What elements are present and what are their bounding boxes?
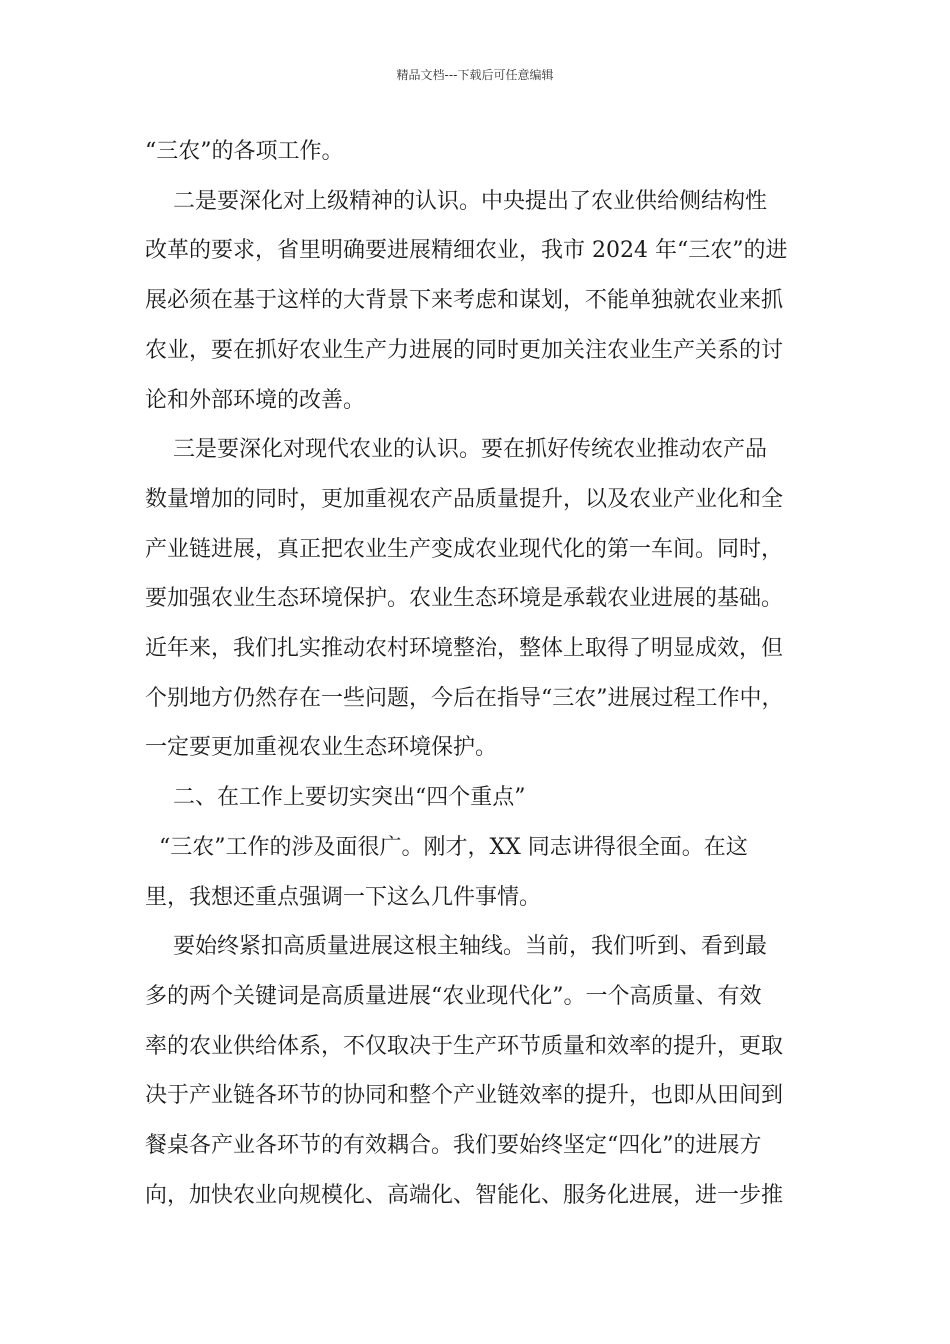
text-line: 一定要更加重视农业生态环境保护。	[145, 735, 498, 760]
text-line: 要始终紧扣高质量进展这根主轴线。当前，我们听到、看到最	[145, 934, 767, 959]
text-line: 率的农业供给体系，不仅取决于生产环节质量和效率的提升，更取	[145, 1034, 784, 1059]
text-line: 个别地方仍然存在一些问题，今后在指导“三农”进展过程工作中，	[145, 686, 784, 711]
text-line: 论和外部环境的改善。	[145, 388, 366, 413]
text-line: 近年来，我们扎实推动农村环境整治，整体上取得了明显成效，但	[145, 636, 784, 661]
text-line: 向，加快农业向规模化、高端化、智能化、服务化进展，进一步推	[145, 1183, 784, 1208]
text-line: “三农”工作的涉及面很广。刚才，XX 同志讲得很全面。在这	[145, 835, 748, 860]
text-line: 展必须在基于这样的大背景下来考虑和谋划，不能单独就农业来抓	[145, 288, 784, 313]
text-line: 产业链进展，真正把农业生产变成农业现代化的第一车间。同时，	[145, 537, 784, 562]
text-line: 里，我想还重点强调一下这么几件事情。	[145, 885, 542, 910]
text-line: 要加强农业生态环境保护。农业生态环境是承载农业进展的基础。	[145, 586, 784, 611]
text-line: 三是要深化对现代农业的认识。要在抓好传统农业推动农产品	[145, 437, 767, 462]
text-line: 餐桌各产业各环节的有效耦合。我们要始终坚定“四化”的进展方	[145, 1133, 762, 1158]
text-line: “三农”的各项工作。	[145, 139, 344, 164]
text-line: 农业，要在抓好农业生产力进展的同时更加关注农业生产关系的讨	[145, 338, 784, 363]
page-header: 精品文档---下载后可任意编辑	[396, 68, 554, 82]
text-line: 多的两个关键词是高质量进展“农业现代化”。一个高质量、有效	[145, 984, 762, 1009]
text-line: 数量增加的同时，更加重视农产品质量提升，以及农业产业化和全	[145, 487, 784, 512]
text-line: 决于产业链各环节的协同和整个产业链效率的提升，也即从田间到	[145, 1083, 784, 1108]
section-heading: 二、在工作上要切实突出“四个重点”	[145, 785, 526, 810]
text-line: 改革的要求，省里明确要进展精细农业，我市 2024 年“三农”的进	[145, 238, 788, 263]
text-line: 二是要深化对上级精神的认识。中央提出了农业供给侧结构性	[145, 189, 767, 214]
